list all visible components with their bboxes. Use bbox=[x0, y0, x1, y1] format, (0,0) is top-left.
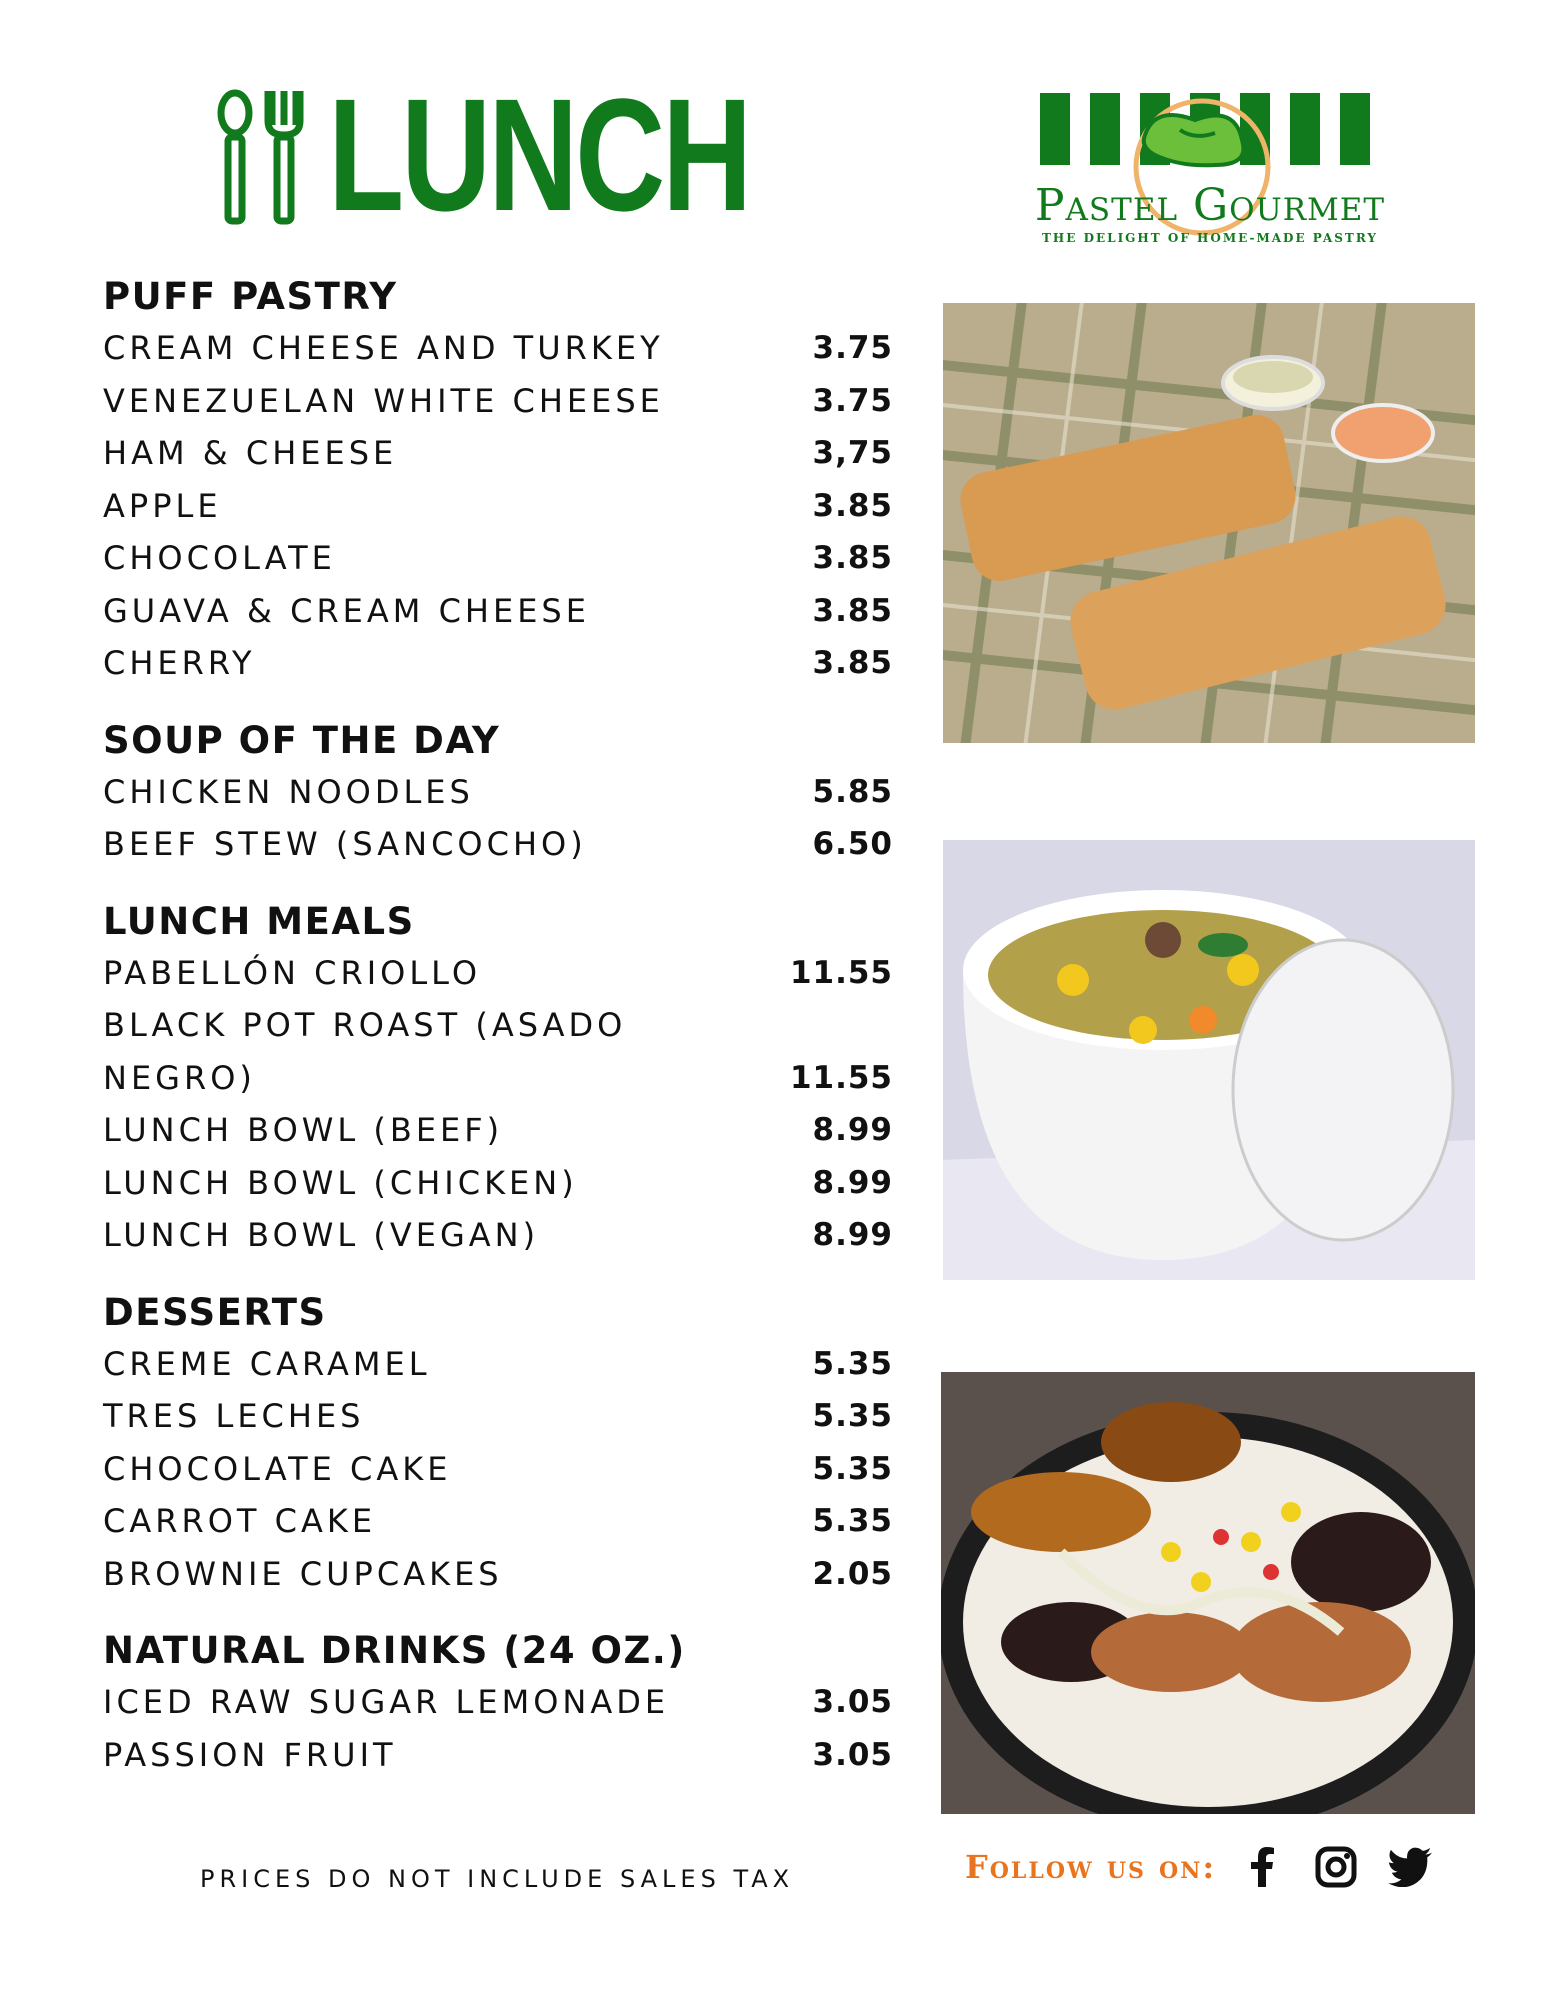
menu-item bbox=[103, 532, 893, 585]
section-soup bbox=[103, 716, 893, 871]
item-name: PABELLÓN CRIOLLO bbox=[103, 953, 482, 992]
item-name: CHOCOLATE bbox=[103, 539, 336, 578]
menu-item bbox=[103, 637, 893, 690]
menu-title-block bbox=[210, 65, 868, 244]
item-name: ICED RAW SUGAR LEMONADE bbox=[103, 1683, 670, 1722]
item-price: 6.50 bbox=[812, 826, 893, 863]
menu-item bbox=[103, 1495, 893, 1548]
menu-item bbox=[103, 1390, 893, 1443]
item-name: HAM & CHEESE bbox=[103, 434, 398, 473]
menu-item bbox=[103, 1209, 893, 1262]
section-puff-pastry bbox=[103, 272, 893, 690]
item-price: 8.99 bbox=[812, 1112, 893, 1149]
item-price: 3.85 bbox=[812, 487, 893, 524]
section-drinks bbox=[103, 1626, 893, 1781]
item-name: CHERRY bbox=[103, 644, 256, 683]
menu-item bbox=[103, 1157, 893, 1210]
lunch-bowl-photo bbox=[941, 1372, 1475, 1814]
item-price: 11.55 bbox=[789, 1059, 893, 1096]
item-price: 5.35 bbox=[812, 1398, 893, 1435]
item-name: PASSION FRUIT bbox=[103, 1735, 397, 1774]
item-name: TRES LECHES bbox=[103, 1397, 365, 1436]
menu-item bbox=[103, 766, 893, 819]
item-name: LUNCH BOWL (VEGAN) bbox=[103, 1216, 540, 1255]
menu-list bbox=[103, 272, 893, 1807]
section-title: NATURAL DRINKS (24 OZ.) bbox=[103, 1629, 686, 1672]
menu-item bbox=[103, 1338, 893, 1391]
item-price: 5.35 bbox=[812, 1503, 893, 1540]
item-price: 3.05 bbox=[812, 1684, 893, 1721]
logo-name: Pastel Gourmet bbox=[1034, 180, 1386, 231]
item-name: CREME CARAMEL bbox=[103, 1344, 431, 1383]
menu-item bbox=[103, 375, 893, 428]
item-name: BLACK POT ROAST (ASADO NEGRO) bbox=[103, 1006, 627, 1097]
item-name: CREAM CHEESE AND TURKEY bbox=[103, 329, 664, 368]
item-price: 3.05 bbox=[812, 1736, 893, 1773]
item-price: 3.75 bbox=[812, 382, 893, 419]
section-lunch-meals bbox=[103, 897, 893, 1262]
menu-item bbox=[103, 1676, 893, 1729]
item-price: 11.55 bbox=[789, 954, 893, 991]
item-name: BEEF STEW (SANCOCHO) bbox=[103, 825, 587, 864]
menu-item bbox=[103, 585, 893, 638]
item-name: VENEZUELAN WHITE CHEESE bbox=[103, 381, 664, 420]
item-price: 5.35 bbox=[812, 1345, 893, 1382]
item-price: 3,75 bbox=[812, 435, 893, 472]
follow-label: Follow us on: bbox=[965, 1848, 1217, 1886]
item-price: 3.85 bbox=[812, 540, 893, 577]
facebook-icon[interactable] bbox=[1240, 1845, 1284, 1889]
item-name: BROWNIE CUPCAKES bbox=[103, 1554, 503, 1593]
item-name: LUNCH BOWL (CHICKEN) bbox=[103, 1163, 578, 1202]
twitter-icon[interactable] bbox=[1388, 1845, 1432, 1889]
logo-tagline: THE DELIGHT OF HOME-MADE PASTRY bbox=[1041, 231, 1378, 245]
menu-item bbox=[103, 1548, 893, 1601]
item-price: 8.99 bbox=[812, 1217, 893, 1254]
item-name: CARROT CAKE bbox=[103, 1502, 377, 1541]
puff-pastry-photo bbox=[943, 303, 1475, 743]
item-name: GUAVA & CREAM CHEESE bbox=[103, 591, 590, 630]
item-price: 5.85 bbox=[812, 773, 893, 810]
item-price: 3.85 bbox=[812, 592, 893, 629]
item-price: 8.99 bbox=[812, 1164, 893, 1201]
utensils-icon bbox=[210, 85, 310, 225]
menu-item bbox=[103, 818, 893, 871]
item-price: 3.75 bbox=[812, 330, 893, 367]
item-price: 3.85 bbox=[812, 645, 893, 682]
item-name: LUNCH BOWL (BEEF) bbox=[103, 1111, 504, 1150]
menu-item bbox=[103, 480, 893, 533]
item-name: APPLE bbox=[103, 486, 222, 525]
item-name: CHOCOLATE CAKE bbox=[103, 1449, 452, 1488]
section-title: LUNCH MEALS bbox=[103, 899, 415, 943]
page-title: LUNCH bbox=[328, 65, 750, 244]
section-desserts bbox=[103, 1288, 893, 1601]
menu-item bbox=[103, 999, 893, 1104]
menu-item bbox=[103, 322, 893, 375]
soup-photo bbox=[943, 840, 1475, 1280]
menu-item bbox=[103, 1443, 893, 1496]
instagram-icon[interactable] bbox=[1314, 1845, 1358, 1889]
menu-item bbox=[103, 1104, 893, 1157]
section-title: SOUP OF THE DAY bbox=[103, 718, 501, 762]
brand-logo bbox=[980, 85, 1440, 255]
item-name: CHICKEN NOODLES bbox=[103, 772, 474, 811]
menu-item bbox=[103, 427, 893, 480]
item-price: 2.05 bbox=[812, 1555, 893, 1592]
social-follow bbox=[965, 1845, 1462, 1889]
section-title: PUFF PASTRY bbox=[103, 275, 398, 318]
menu-item bbox=[103, 947, 893, 1000]
tax-note: PRICES DO NOT INCLUDE SALES TAX bbox=[200, 1865, 795, 1893]
menu-item bbox=[103, 1729, 893, 1782]
section-title: DESSERTS bbox=[103, 1290, 327, 1334]
item-price: 5.35 bbox=[812, 1450, 893, 1487]
